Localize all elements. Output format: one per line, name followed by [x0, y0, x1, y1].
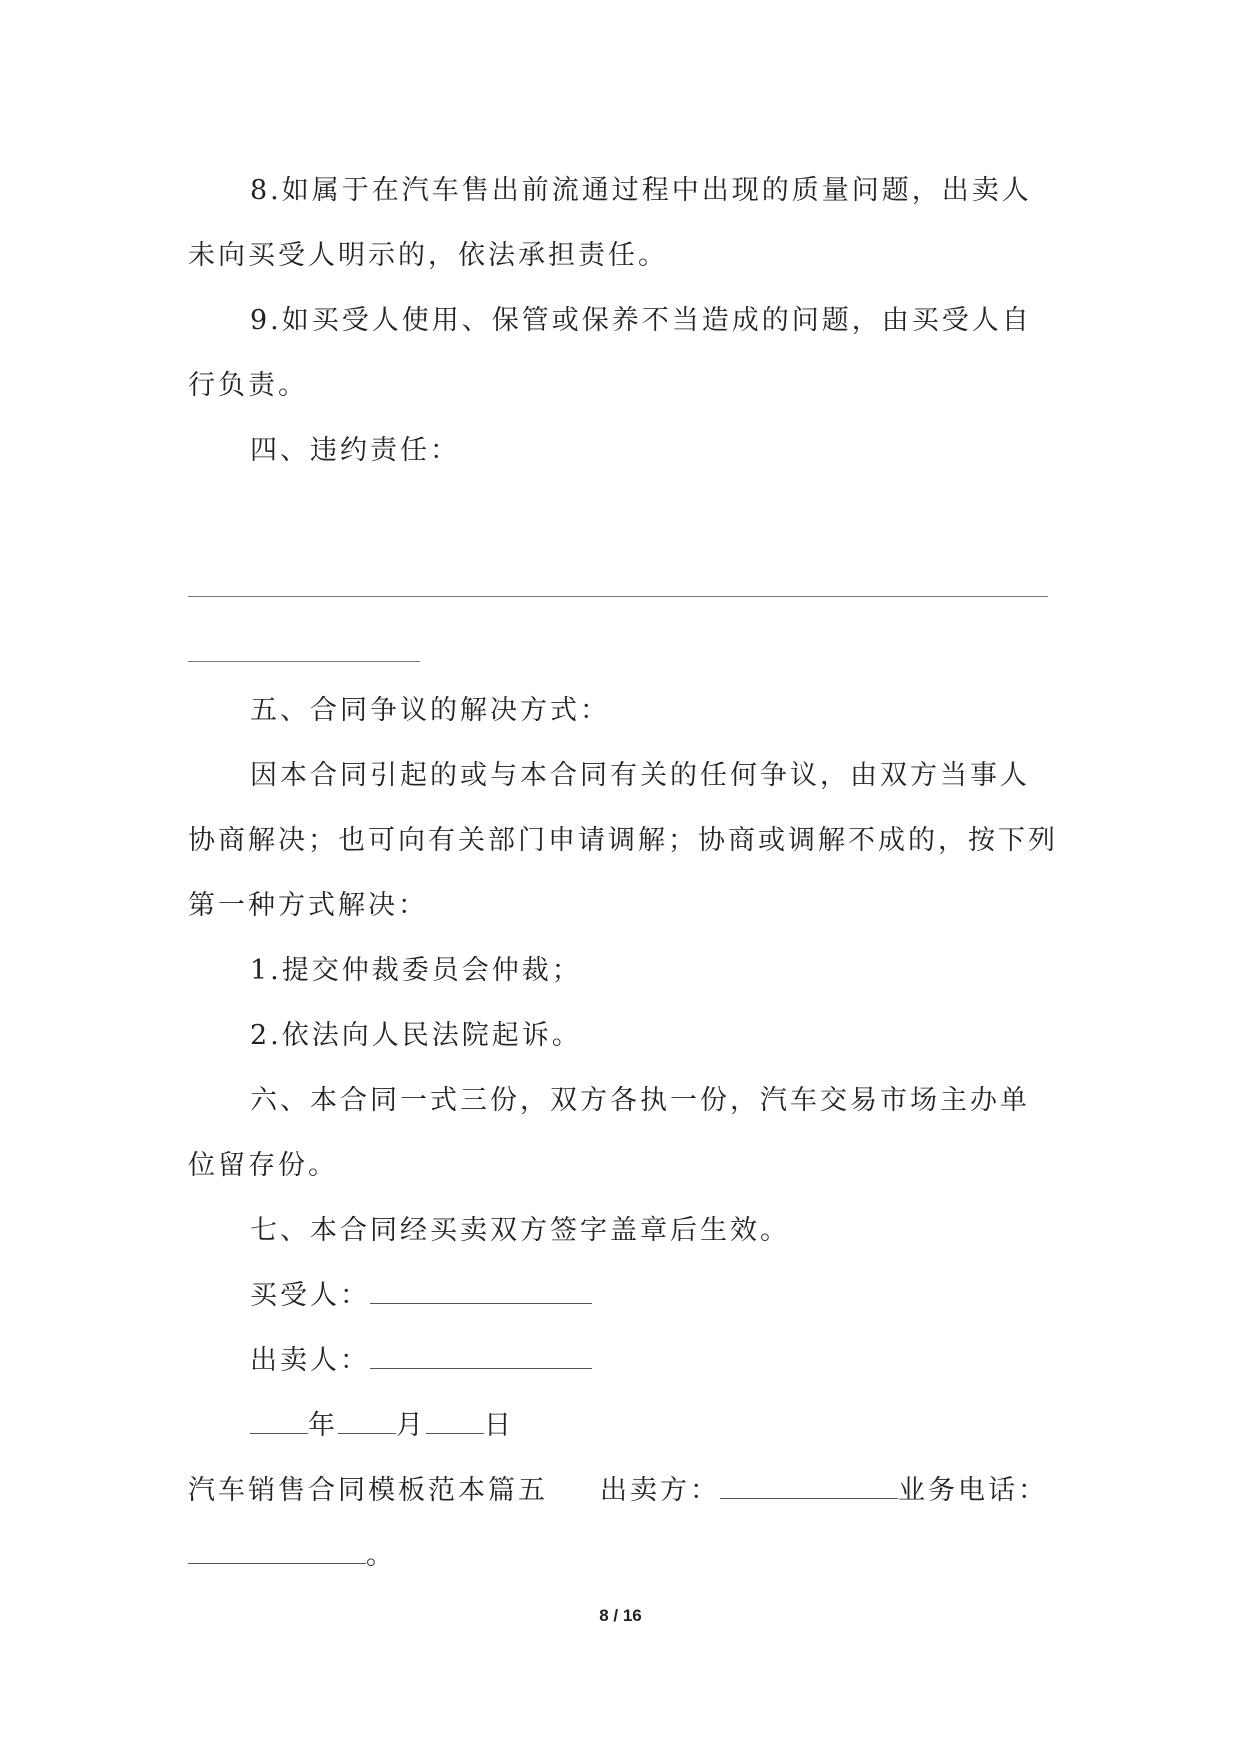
seller-party-label: 出卖方： [600, 1475, 720, 1506]
fill-in-line-long [188, 548, 1058, 613]
month-label: 月 [396, 1410, 426, 1441]
clause-9: 9.如买受人使用、保管或保养不当造成的问题，由买受人自行负责。 [188, 305, 1032, 401]
seller-label: 出卖人： [250, 1345, 370, 1376]
blank-space [188, 483, 1058, 548]
year-label: 年 [308, 1410, 338, 1441]
phone-label: 业务电话： [898, 1475, 1048, 1506]
page-number: 8 / 16 [599, 1606, 642, 1625]
phone-blank [188, 1541, 366, 1564]
day-blank [426, 1411, 484, 1434]
seller-blank [370, 1346, 592, 1369]
seller-party-blank [720, 1476, 898, 1499]
section-effective: 七、本合同经买卖双方签字盖章后生效。 [250, 1215, 790, 1246]
dispute-paragraph: 因本合同引起的或与本合同有关的任何争议，由双方当事人协商解决；也可向有关部门申请调解；协商或调解不成的，按下列第一种方式解决： [188, 760, 1058, 921]
seller-signature-line [188, 1328, 1058, 1393]
day-label: 日 [484, 1410, 514, 1441]
buyer-signature-line [188, 1263, 1058, 1328]
date-line [188, 1393, 1058, 1458]
dispute-option-1: 1.提交仲裁委员会仲裁； [250, 955, 582, 986]
section-breach-heading: 四、违约责任： [250, 435, 460, 466]
section-dispute-heading: 五、合同争议的解决方式： [250, 695, 610, 726]
next-contract-heading [188, 1458, 1058, 1588]
buyer-blank [370, 1281, 592, 1304]
clause-8: 8.如属于在汽车售出前流通过程中出现的质量问题，出卖人未向买受人明示的，依法承担责任。 [188, 175, 1032, 271]
section-copies: 六、本合同一式三份，双方各执一份，汽车交易市场主办单位留存份。 [188, 1085, 1030, 1181]
end-mark: 。 [366, 1540, 396, 1571]
dispute-option-2: 2.依法向人民法院起诉。 [250, 1020, 582, 1051]
year-blank [250, 1411, 308, 1434]
buyer-label: 买受人： [250, 1280, 370, 1311]
document-body [188, 158, 1058, 1588]
month-blank [338, 1411, 396, 1434]
next-contract-title: 汽车销售合同模板范本篇五 [188, 1475, 548, 1506]
fill-in-line-short [188, 613, 1058, 678]
